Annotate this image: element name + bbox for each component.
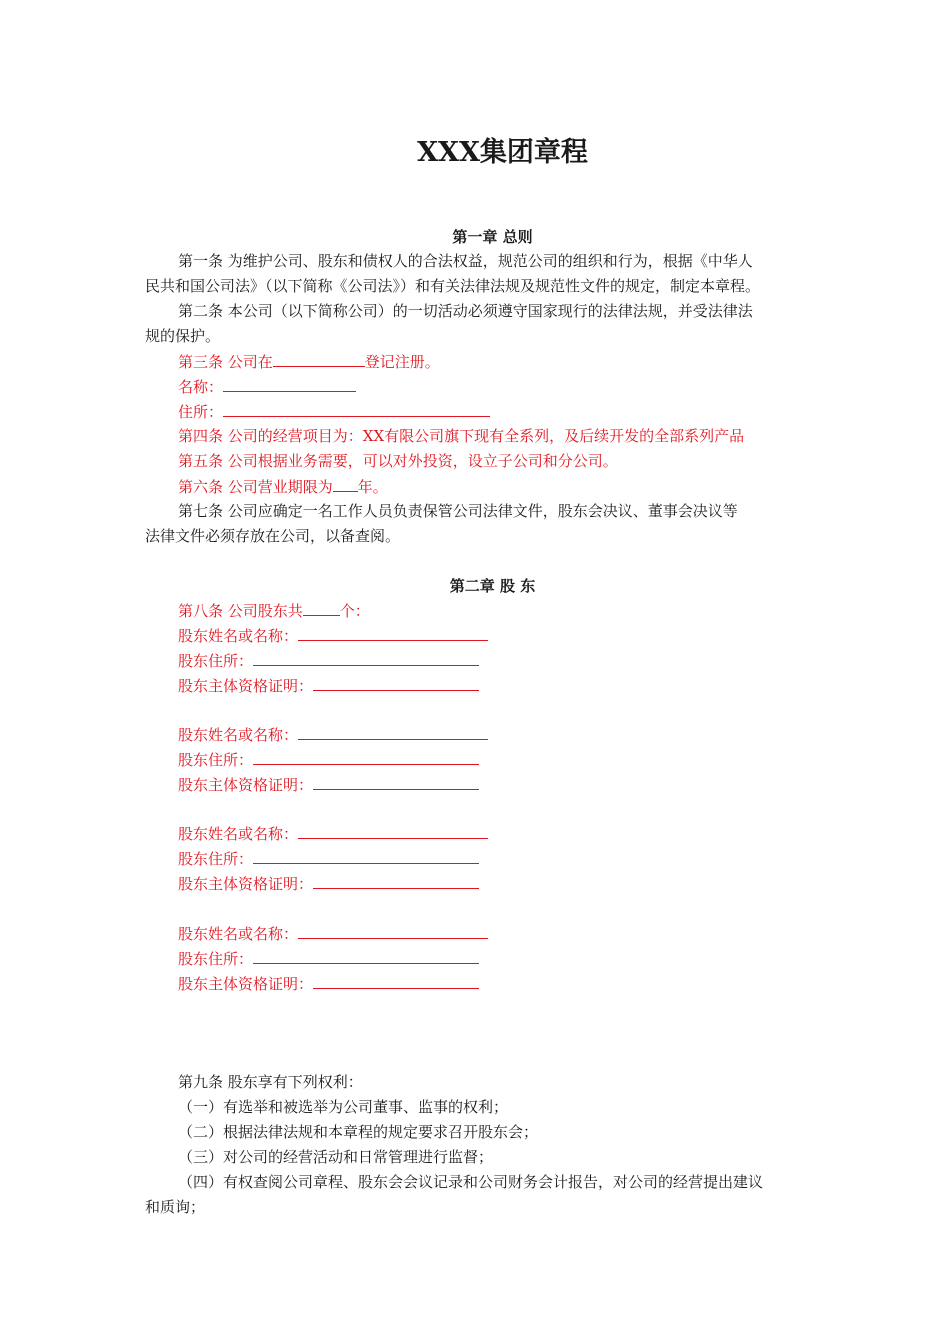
article-3-prefix: 第三条 公司在 — [178, 353, 273, 371]
article-3-suffix: 登记注册。 — [364, 353, 440, 371]
shareholder-address-blank[interactable] — [253, 749, 479, 765]
shareholder-address-blank[interactable] — [253, 650, 479, 666]
shareholder-name-label: 股东姓名或名称： — [178, 925, 299, 943]
article-8 — [178, 600, 848, 621]
shareholder-cert-label: 股东主体资格证明： — [178, 875, 314, 893]
right-3: （三）对公司的经营活动和日常管理进行监督； — [178, 1148, 494, 1166]
article-8-prefix: 第八条 公司股东共 — [178, 602, 303, 620]
article-6 — [178, 476, 848, 497]
shareholder-name-blank[interactable] — [298, 823, 488, 839]
shareholder-name-label: 股东姓名或名称： — [178, 726, 299, 744]
shareholder-4-address-row — [178, 948, 848, 969]
article-1-line-2: 民共和国公司法》（以下简称《公司法》）和有关法律法规及规范性文件的规定，制定本章程。 — [145, 277, 761, 295]
shareholder-address-label: 股东住所： — [178, 850, 254, 868]
company-name-blank[interactable] — [223, 376, 356, 392]
shareholder-3-cert-row — [178, 873, 848, 894]
business-term-blank[interactable] — [333, 476, 358, 492]
registration-place-blank[interactable] — [273, 351, 365, 367]
shareholder-cert-label: 股东主体资格证明： — [178, 975, 314, 993]
article-9-intro: 第九条 股东享有下列权利： — [178, 1073, 363, 1091]
company-name-row — [178, 376, 848, 397]
article-4: 第四条 公司的经营项目为：XX有限公司旗下现有全系列，及后续开发的全部系列产品 — [178, 427, 745, 445]
shareholder-3-address-row — [178, 848, 848, 869]
shareholder-cert-blank[interactable] — [313, 774, 479, 790]
shareholder-2-address-row — [178, 749, 848, 770]
shareholder-address-label: 股东住所： — [178, 950, 254, 968]
shareholder-address-blank[interactable] — [253, 848, 479, 864]
company-address-blank[interactable] — [223, 401, 490, 417]
shareholder-name-label: 股东姓名或名称： — [178, 627, 299, 645]
shareholder-1-name-row — [178, 625, 848, 646]
right-2: （二）根据法律法规和本章程的规定要求召开股东会； — [178, 1123, 539, 1141]
shareholder-4-cert-row — [178, 973, 848, 994]
article-2-line-1: 第二条 本公司（以下简称公司）的一切活动必须遵守国家现行的法律法规，并受法律法 — [178, 302, 753, 320]
company-name-label: 名称： — [178, 378, 224, 396]
shareholder-2-cert-row — [178, 774, 848, 795]
shareholder-address-label: 股东住所： — [178, 751, 254, 769]
shareholder-count-blank[interactable] — [303, 600, 340, 616]
shareholder-cert-blank[interactable] — [313, 675, 479, 691]
article-6-suffix: 年。 — [357, 478, 388, 496]
right-4-line-1: （四）有权查阅公司章程、股东会会议记录和公司财务会计报告，对公司的经营提出建议 — [178, 1173, 764, 1191]
shareholder-1-cert-row — [178, 675, 848, 696]
article-3 — [178, 351, 848, 372]
article-5: 第五条 公司根据业务需要，可以对外投资，设立子公司和分公司。 — [178, 452, 618, 470]
right-4-line-2: 和质询； — [145, 1198, 206, 1216]
company-address-label: 住所： — [178, 403, 224, 421]
shareholder-name-blank[interactable] — [298, 923, 488, 939]
chapter-1-heading: 第一章 总则 — [452, 228, 533, 246]
chapter-2-heading: 第二章 股 东 — [449, 577, 536, 595]
article-1-line-1: 第一条 为维护公司、股东和债权人的合法权益，规范公司的组织和行为，根据《中华人 — [178, 252, 753, 270]
shareholder-address-blank[interactable] — [253, 948, 479, 964]
document-title: XXX集团章程 — [417, 137, 588, 168]
shareholder-cert-label: 股东主体资格证明： — [178, 677, 314, 695]
shareholder-name-label: 股东姓名或名称： — [178, 825, 299, 843]
shareholder-4-name-row — [178, 923, 848, 944]
shareholder-name-blank[interactable] — [298, 724, 488, 740]
shareholder-cert-label: 股东主体资格证明： — [178, 776, 314, 794]
shareholder-1-address-row — [178, 650, 848, 671]
article-7-line-1: 第七条 公司应确定一名工作人员负责保管公司法律文件，股东会决议、董事会决议等 — [178, 502, 738, 520]
article-8-suffix: 个： — [339, 602, 370, 620]
shareholder-name-blank[interactable] — [298, 625, 488, 641]
shareholder-cert-blank[interactable] — [313, 973, 479, 989]
shareholder-2-name-row — [178, 724, 848, 745]
shareholder-3-name-row — [178, 823, 848, 844]
article-2-line-2: 规的保护。 — [145, 327, 221, 345]
company-address-row — [178, 401, 848, 422]
shareholder-cert-blank[interactable] — [313, 873, 479, 889]
shareholder-address-label: 股东住所： — [178, 652, 254, 670]
right-1: （一）有选举和被选举为公司董事、监事的权利； — [178, 1098, 509, 1116]
article-7-line-2: 法律文件必须存放在公司，以备查阅。 — [145, 527, 401, 545]
article-6-prefix: 第六条 公司营业期限为 — [178, 478, 333, 496]
